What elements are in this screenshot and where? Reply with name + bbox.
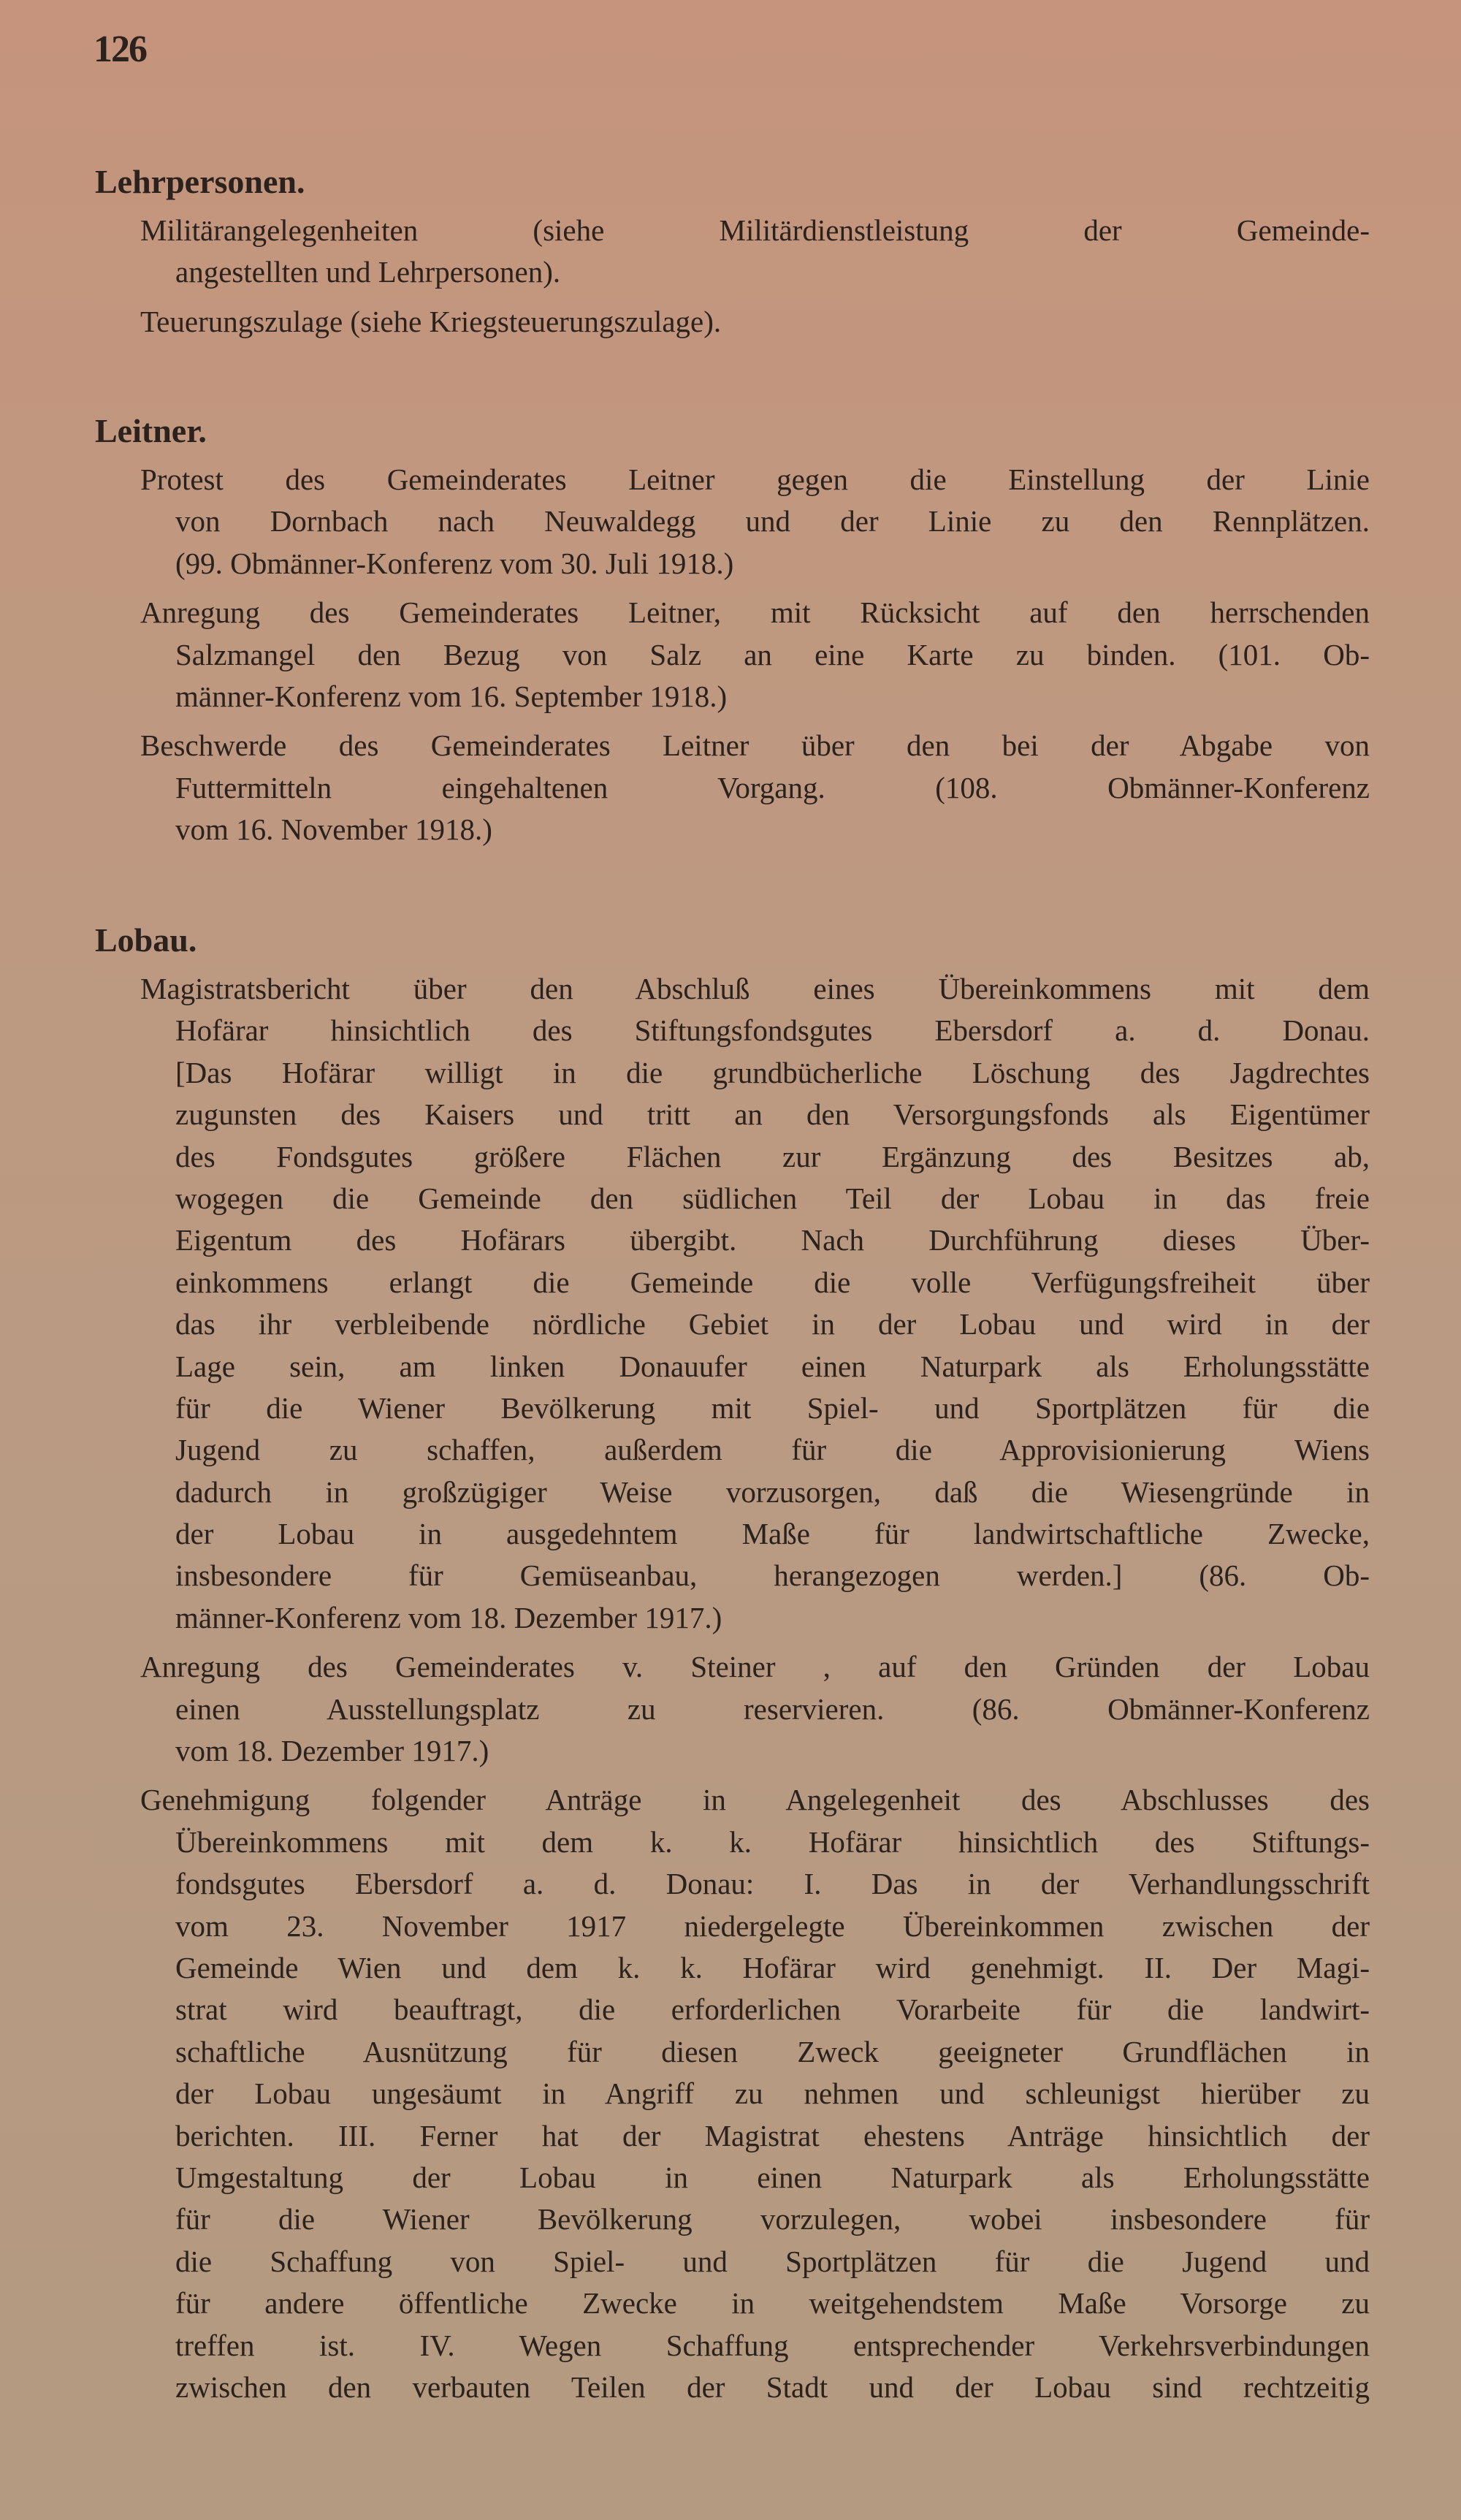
entry-text-line: für die Wiener Bevölkerung vorzulegen, wobei insbesondere für xyxy=(175,2202,1370,2237)
entry-text-line: schaftliche Ausnützung für diesen Zweck geeigneter Grundflächen in xyxy=(175,2034,1370,2068)
page-number: 126 xyxy=(94,28,146,70)
entry-text-line: Eigentum des Hofärars übergibt. Nach Durchführung dieses Über- xyxy=(175,1223,1370,1257)
entry-text-line: Beschwerde des Gemeinderates Leitner über den bei der Abgabe von xyxy=(140,728,1370,763)
entry-text-line: insbesondere für Gemüseanbau, herangezogen werden.] (86. Ob- xyxy=(175,1558,1370,1593)
index-section xyxy=(0,161,1461,343)
entry-text-line: dadurch in großzügiger Weise vorzusorgen, daß die Wiesengründe in xyxy=(175,1474,1370,1509)
entry-text-line: Anregung des Gemeinderates v. Steiner , auf den Gründen der Lobau xyxy=(140,1650,1370,1684)
entry-text-line: Teuerungszulage (siehe Kriegsteuerungszulage). xyxy=(140,304,722,338)
entry-text-line: Übereinkommens mit dem k. k. Hofärar hinsichtlich des Stiftungs- xyxy=(175,1824,1370,1859)
entry-text-line: die Schaffung von Spiel- und Sportplätzen für die Jugend und xyxy=(175,2244,1370,2278)
section-heading: Lehrpersonen. xyxy=(95,163,305,200)
index-entry xyxy=(0,968,1461,1639)
index-entry xyxy=(0,459,1461,585)
entry-text-line: berichten. III. Ferner hat der Magistrat ehestens Anträge hinsichtlich der xyxy=(175,2118,1370,2152)
section-heading: Leitner. xyxy=(95,412,207,449)
entry-text-line: vom 16. November 1918.) xyxy=(175,812,492,847)
index-entry xyxy=(0,592,1461,717)
section-heading: Lobau. xyxy=(95,921,197,959)
index-entry xyxy=(0,1779,1461,2408)
entry-text-line: wogegen die Gemeinde den südlichen Teil der Lobau in das freie xyxy=(175,1181,1370,1215)
entry-text-line: Hofärar hinsichtlich des Stiftungsfondsgutes Ebersdorf a. d. Donau. xyxy=(175,1013,1370,1048)
entry-text-line: Genehmigung folgender Anträge in Angelegenheit des Abschlusses des xyxy=(140,1783,1370,1817)
entry-text-line: Militärangelegenheiten (siehe Militärdienstleistung der Gemeinde- xyxy=(140,213,1370,247)
entry-text-line: Lage sein, am linken Donauufer einen Naturpark als Erholungsstätte xyxy=(175,1349,1370,1383)
index-entry xyxy=(0,725,1461,850)
entry-text-line: vom 23. November 1917 niedergelegte Übereinkommen zwischen der xyxy=(175,1908,1370,1943)
entry-text-line: angestellten und Lehrpersonen). xyxy=(175,255,561,289)
entry-text-line: einkommens erlangt die Gemeinde die volle Verfügungsfreiheit über xyxy=(175,1265,1370,1299)
entry-text-line: strat wird beauftragt, die erforderlichen Vorarbeite für die landwirt- xyxy=(175,1992,1370,2027)
entry-text-line: Salzmangel den Bezug von Salz an eine Karte zu binden. (101. Ob- xyxy=(175,637,1370,671)
index-section xyxy=(0,410,1461,851)
index-entry xyxy=(0,1646,1461,1772)
entry-text-line: männer-Konferenz vom 18. Dezember 1917.) xyxy=(175,1600,722,1634)
entry-text-line: [Das Hofärar willigt in die grundbücherliche Löschung des Jagdrechtes xyxy=(175,1055,1370,1089)
entry-text-line: männer-Konferenz vom 16. September 1918.) xyxy=(175,679,728,713)
entry-text-line: einen Ausstellungsplatz zu reservieren. (86. Obmänner-Konferenz xyxy=(175,1691,1370,1726)
entry-text-line: Umgestaltung der Lobau in einen Naturpark als Erholungsstätte xyxy=(175,2160,1370,2194)
entry-text-line: zwischen den verbauten Teilen der Stadt und der Lobau sind rechtzeitig xyxy=(175,2369,1370,2404)
entry-text-line: treffen ist. IV. Wegen Schaffung entsprechender Verkehrsverbindungen xyxy=(175,2328,1370,2362)
entry-text-line: des Fondsgutes größere Flächen zur Ergänzung des Besitzes ab, xyxy=(175,1139,1370,1173)
entry-text-line: der Lobau ungesäumt in Angriff zu nehmen und schleunigst hierüber zu xyxy=(175,2076,1370,2111)
entry-text-line: Protest des Gemeinderates Leitner gegen die Einstellung der Linie xyxy=(140,462,1370,496)
entry-text-line: der Lobau in ausgedehntem Maße für landwirtschaftliche Zwecke, xyxy=(175,1517,1370,1551)
index-section xyxy=(0,919,1461,2408)
entry-text-line: (99. Obmänner-Konferenz vom 30. Juli 1918.) xyxy=(175,546,734,580)
entry-text-line: Jugend zu schaffen, außerdem für die Approvisionierung Wiens xyxy=(175,1433,1370,1467)
entry-text-line: Anregung des Gemeinderates Leitner, mit Rücksicht auf den herrschenden xyxy=(140,595,1370,630)
entry-text-line: für die Wiener Bevölkerung mit Spiel- und Sportplätzen für die xyxy=(175,1390,1370,1425)
entry-text-line: fondsgutes Ebersdorf a. d. Donau: I. Das in der Verhandlungsschrift xyxy=(175,1867,1370,1901)
entry-text-line: Gemeinde Wien und dem k. k. Hofärar wird genehmigt. II. Der Magi- xyxy=(175,1950,1370,1984)
entry-text-line: das ihr verbleibende nördliche Gebiet in der Lobau und wird in der xyxy=(175,1307,1370,1341)
entry-text-line: von Dornbach nach Neuwaldegg und der Linie zu den Rennplätzen. xyxy=(175,504,1370,538)
index-entry xyxy=(0,210,1461,294)
entry-text-line: für andere öffentliche Zwecke in weitgehendstem Maße Vorsorge zu xyxy=(175,2286,1370,2321)
entry-text-line: zugunsten des Kaisers und tritt an den Versorgungsfonds als Eigentümer xyxy=(175,1097,1370,1132)
entry-text-line: Futtermitteln eingehaltenen Vorgang. (108. Obmänner-Konferenz xyxy=(175,770,1370,804)
entry-text-line: vom 18. Dezember 1917.) xyxy=(175,1734,489,1768)
index-entry xyxy=(0,301,1461,343)
entry-text-line: Magistratsbericht über den Abschluß eines Übereinkommens mit dem xyxy=(140,972,1370,1005)
